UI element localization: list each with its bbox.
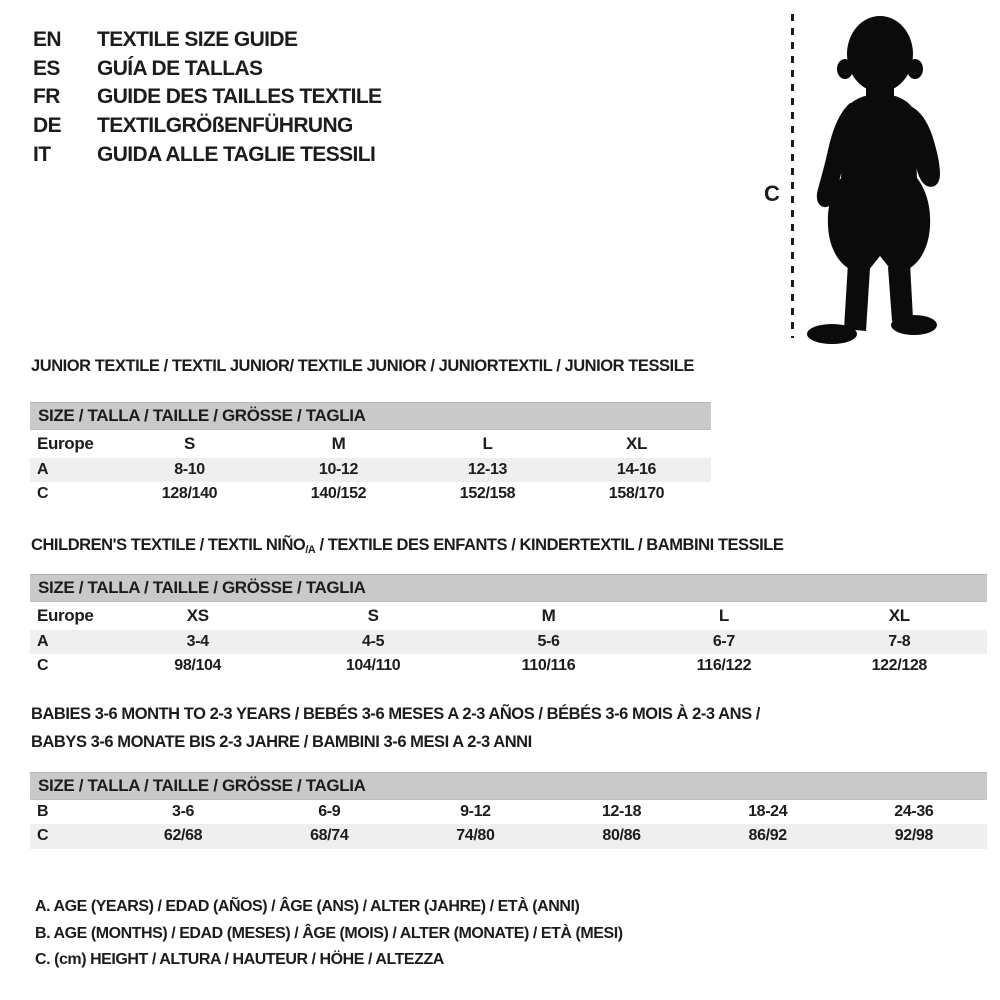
size-columns-row	[30, 602, 987, 630]
age-cell: 7-8	[812, 630, 987, 654]
children-title-pre: CHILDREN'S TEXTILE / TEXTIL NIÑO	[31, 536, 306, 554]
size-cell: L	[482, 433, 493, 453]
language-code: EN	[33, 28, 61, 52]
age-cell: 14-16	[562, 458, 711, 482]
age-cell: 24-36	[894, 802, 934, 820]
age-cell: 9-12	[460, 802, 491, 820]
language-code: FR	[33, 85, 60, 109]
height-row	[30, 654, 987, 679]
row-label: Europe	[37, 433, 94, 453]
babies-size-table	[30, 772, 987, 849]
row-label: C	[30, 824, 110, 849]
size-cell: XL	[888, 605, 910, 625]
legend	[35, 894, 623, 974]
size-cell: S	[184, 433, 195, 453]
language-row-fr	[33, 83, 381, 112]
age-cell: 3-6	[172, 802, 195, 820]
height-dotted-line	[791, 14, 794, 338]
language-title: GUIDA ALLE TAGLIE TESSILI	[97, 142, 376, 166]
age-cell: 6-9	[318, 802, 341, 820]
height-cell: 122/128	[871, 657, 927, 674]
junior-size-table	[30, 402, 711, 507]
babies-title-line1: BABIES 3-6 MONTH TO 2-3 YEARS / BEBÉS 3-6 MESES A 2-3 AÑOS / BÉBÉS 3-6 MOIS À 2-3 ANS /	[31, 705, 760, 723]
age-cell: 18-24	[748, 802, 788, 820]
language-title: GUIDE DES TAILLES TEXTILE	[97, 85, 382, 109]
children-title-sub: /A	[305, 544, 316, 556]
height-cell: 80/86	[548, 824, 694, 849]
row-label: C	[37, 657, 49, 674]
height-cell: 158/170	[608, 485, 665, 502]
age-cell: 3-4	[110, 630, 285, 654]
age-cell: 12-13	[413, 458, 562, 482]
age-years-row	[30, 458, 711, 482]
size-columns-row	[30, 430, 711, 458]
age-years-row	[30, 630, 987, 654]
size-header-text: SIZE / TALLA / TAILLE / GRÖSSE / TAGLIA	[30, 575, 987, 602]
legend-age-months: B. AGE (MONTHS) / EDAD (MESES) / ÂGE (MOIS) / ALTER (MONATE) / ETÀ (MESI)	[35, 924, 623, 942]
children-table-title	[31, 536, 783, 555]
height-row	[30, 482, 711, 507]
row-label: Europe	[37, 605, 94, 625]
height-cell: 92/98	[841, 824, 987, 849]
height-measure-label: C	[764, 181, 780, 206]
height-cell: 74/80	[402, 824, 548, 849]
size-header-text: SIZE / TALLA / TAILLE / GRÖSSE / TAGLIA	[30, 403, 711, 430]
junior-table-title: JUNIOR TEXTILE / TEXTIL JUNIOR/ TEXTILE JUNIOR / JUNIORTEXTIL / JUNIOR TESSILE	[31, 357, 694, 375]
legend-height-cm: C. (cm) HEIGHT / ALTURA / HAUTEUR / HÖHE / ALTEZZA	[35, 951, 444, 968]
height-cell: 104/110	[345, 657, 401, 674]
children-size-table	[30, 574, 987, 679]
age-cell: 6-7	[636, 630, 811, 654]
toddler-silhouette-icon	[800, 8, 960, 348]
size-cell: L	[718, 605, 729, 625]
language-code: DE	[33, 114, 61, 138]
age-cell: 8-10	[115, 458, 264, 482]
babies-table-title	[31, 705, 760, 761]
height-cell: 62/68	[110, 824, 256, 849]
row-label: B	[37, 802, 49, 820]
language-title: TEXTILGRÖßENFÜHRUNG	[97, 114, 353, 138]
size-cell: S	[367, 605, 379, 625]
height-cell: 86/92	[695, 824, 841, 849]
size-cell: XL	[625, 433, 648, 453]
language-title: GUÍA DE TALLAS	[97, 56, 263, 80]
language-row-it	[33, 140, 381, 169]
height-cell: 68/74	[256, 824, 402, 849]
height-cell: 98/104	[174, 657, 222, 674]
size-cell: M	[541, 605, 556, 625]
babies-title-line2: BABYS 3-6 MONATE BIS 2-3 JAHRE / BAMBINI 3-6 MESI A 2-3 ANNI	[31, 733, 532, 751]
language-row-en	[33, 26, 381, 55]
size-header-bar	[30, 773, 987, 800]
height-cell: 140/152	[310, 485, 367, 502]
height-cell: 128/140	[161, 485, 218, 502]
children-title-post: / TEXTILE DES ENFANTS / KINDERTEXTIL / BAMBINI TESSILE	[315, 536, 784, 554]
age-cell: 10-12	[264, 458, 413, 482]
height-cell: 152/158	[459, 485, 516, 502]
language-title: TEXTILE SIZE GUIDE	[97, 28, 298, 52]
language-row-es	[33, 55, 381, 84]
age-cell: 12-18	[601, 802, 642, 820]
age-cell: 4-5	[285, 630, 460, 654]
row-label: A	[30, 630, 110, 654]
row-label: A	[30, 458, 115, 482]
row-label: C	[37, 485, 49, 502]
height-row	[30, 824, 987, 849]
size-header-text: SIZE / TALLA / TAILLE / GRÖSSE / TAGLIA	[30, 773, 987, 800]
language-row-de	[33, 112, 381, 141]
size-cell: M	[331, 433, 346, 453]
language-code: ES	[33, 56, 60, 80]
size-header-bar	[30, 403, 711, 430]
size-header-bar	[30, 575, 987, 602]
age-cell: 5-6	[461, 630, 636, 654]
language-code: IT	[33, 142, 51, 166]
language-guide-list	[33, 26, 381, 169]
size-cell: XS	[186, 605, 209, 625]
height-cell: 110/116	[521, 657, 576, 674]
legend-age-years: A. AGE (YEARS) / EDAD (AÑOS) / ÂGE (ANS) / ALTER (JAHRE) / ETÀ (ANNI)	[35, 898, 580, 915]
age-months-row	[30, 800, 987, 824]
height-cell: 116/122	[696, 657, 752, 674]
